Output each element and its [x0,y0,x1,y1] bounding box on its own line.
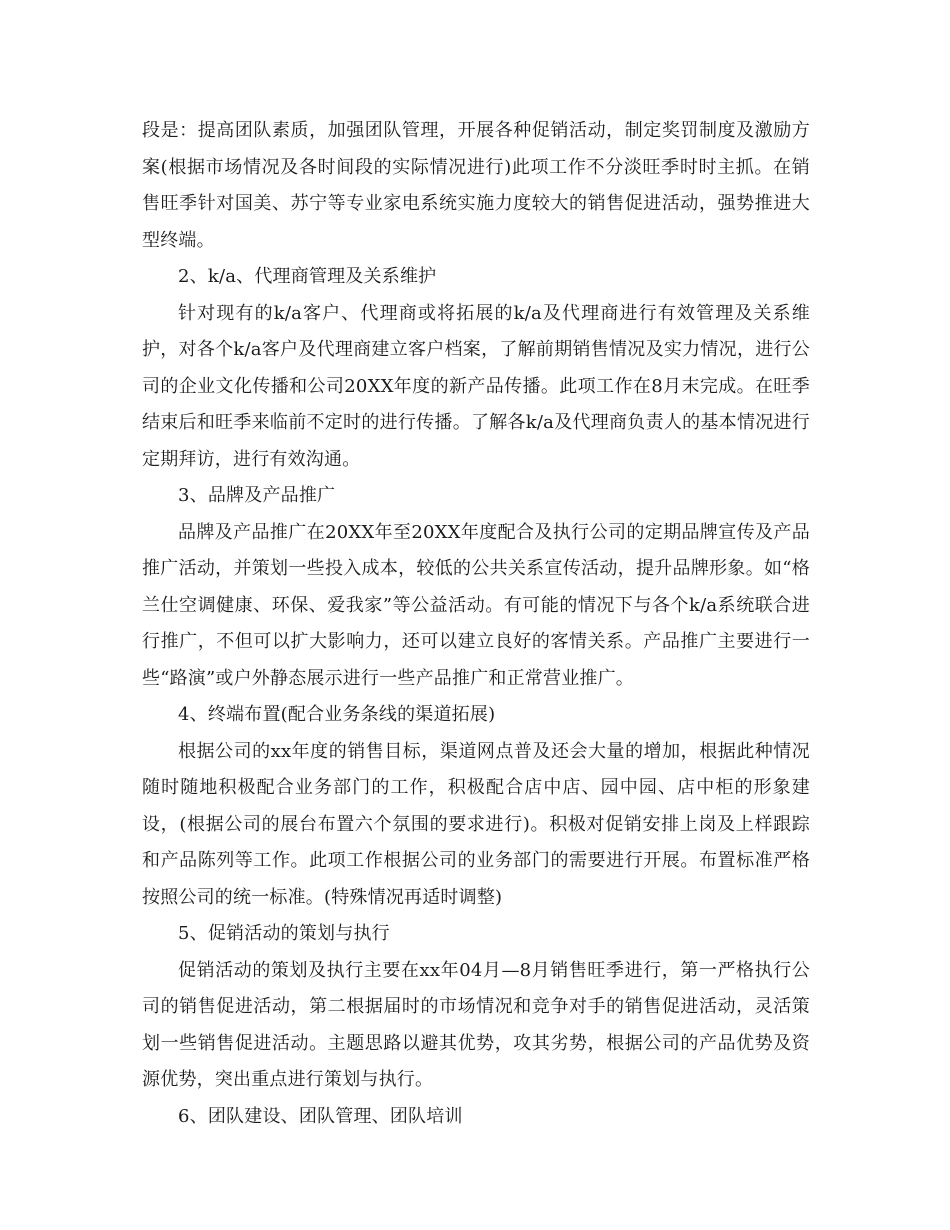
section-heading: 3、品牌及产品推广 [178,485,336,506]
body-paragraph: 促销活动的策划及执行主要在xx年04月—8月销售旺季进行，第一严格执行公司的销售促进活动，第二根据届时的市场情况和竞争对手的销售促进活动，灵活策划一些销售促进活动。主题思路以避其优势，攻其劣势，根据公司的产品优势及资源优势，突出重点进行策划与执行。 [142,959,810,1090]
section-heading: 5、促销活动的策划与执行 [178,923,390,944]
body-paragraph: 段是：提高团队素质，加强团队管理，开展各种促销活动，制定奖罚制度及激励方案(根据市场情况及各时间段的实际情况进行)此项工作不分淡旺季时时主抓。在销售旺季针对国美、苏宁等专业家电系统实施力度较大的销售促进活动，强势推进大型终端。 [142,120,810,251]
section-heading: 6、团队建设、团队管理、团队培训 [178,1105,463,1127]
section-heading: 4、终端布置(配合业务条线的渠道拓展) [178,704,496,725]
body-paragraph: 品牌及产品推广在20XX年至20XX年度配合及执行公司的定期品牌宣传及产品推广活动，并策划一些投入成本，较低的公共关系宣传活动，提升品牌形象。如“格兰仕空调健康、环保、爱我家”等公益活动。有可能的情况下与各个k/a系统联合进行推广，不但可以扩大影响力，还可以建立良好的客情关系。产品推广主要进行一些“路演”或户外静态展示进行一些产品推广和正常营业推广。 [142,521,810,689]
body-paragraph: 根据公司的xx年度的销售目标，渠道网点普及还会大量的增加，根据此种情况随时随地积极配合业务部门的工作，积极配合店中店、园中园、店中柜的形象建设，(根据公司的展台布置六个氛围的要求进行)。积极对促销安排上岗及上样跟踪和产品陈列等工作。此项工作根据公司的业务部门的需要进行开展。布置标准严格按照公司的统一标准。(特殊情况再适时调整) [142,740,810,908]
section-heading: 2、k/a、代理商管理及关系维护 [178,266,437,287]
body-paragraph: 针对现有的k/a客户、代理商或将拓展的k/a及代理商进行有效管理及关系维护，对各个k/a客户及代理商建立客户档案，了解前期销售情况及实力情况，进行公司的企业文化传播和公司20XX年度的新产品传播。此项工作在8月末完成。在旺季结束后和旺季来临前不定时的进行传播。了解各k/a及代理商负责人的基本情况进行定期拜访，进行有效沟通。 [142,302,810,470]
